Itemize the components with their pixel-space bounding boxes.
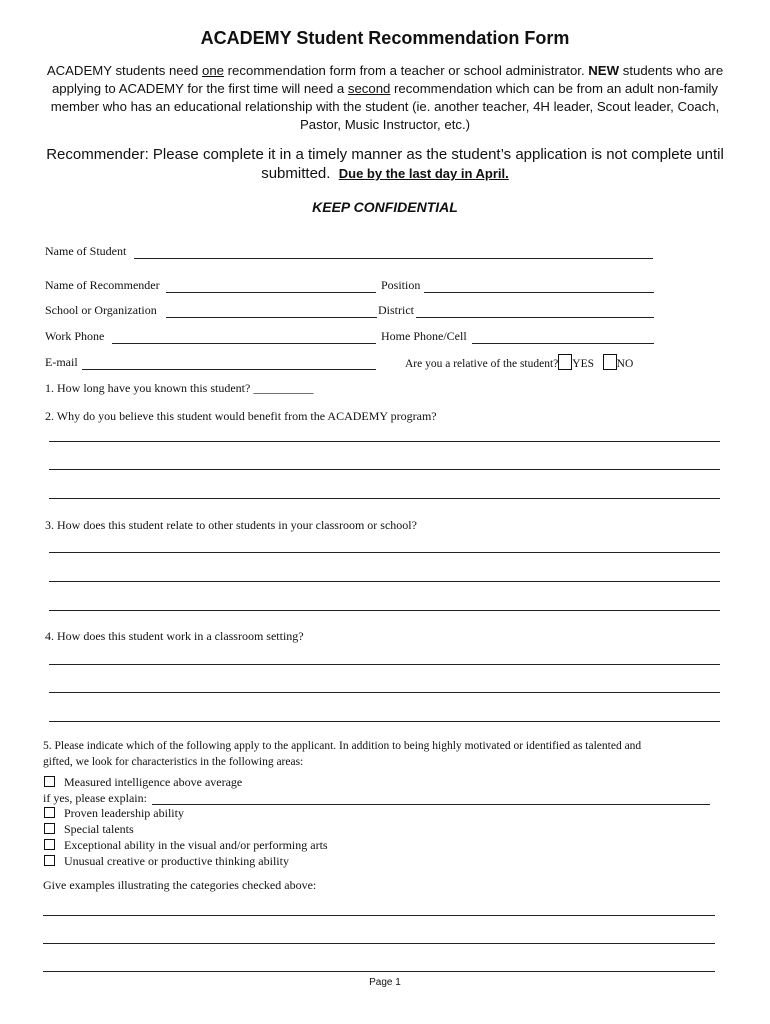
home-phone-label: Home Phone/Cell xyxy=(381,329,467,343)
due-date-note: Due by the last day in April. xyxy=(338,166,509,181)
district-label: District xyxy=(378,303,414,317)
examples-label: Give examples illustrating the categories checked above: xyxy=(43,878,317,892)
recommender-text: Recommender: Please complete it in a timely manner as the student’s application is not complete until submitted. xyxy=(46,146,724,182)
home-phone-field[interactable] xyxy=(472,343,654,344)
question-2: 2. Why do you believe this student would benefit from the ACADEMY program? xyxy=(45,409,437,423)
option-label: Exceptional ability in the visual and/or performing arts xyxy=(64,838,328,852)
recommender-name-label: Name of Recommender xyxy=(45,278,160,292)
answer-line[interactable] xyxy=(43,943,715,944)
option-item xyxy=(44,806,184,821)
position-label: Position xyxy=(381,278,421,292)
recommender-name-field[interactable] xyxy=(166,292,376,293)
email-label: E-mail xyxy=(45,355,78,369)
recommender-note xyxy=(40,145,730,183)
option-checkbox[interactable] xyxy=(44,855,55,866)
form-title: ACADEMY Student Recommendation Form xyxy=(200,28,570,48)
no-label: NO xyxy=(616,358,634,370)
intro-text-3: students who are applying to ACADEMY for the first time will need a xyxy=(51,63,724,96)
intro-second: second xyxy=(347,81,391,96)
option-item xyxy=(44,838,328,853)
answer-line[interactable] xyxy=(49,610,720,611)
work-phone-label: Work Phone xyxy=(45,329,105,343)
option-item xyxy=(44,775,242,790)
position-field[interactable] xyxy=(424,292,654,293)
question-5-line-2: gifted, we look for characteristics in the following areas: xyxy=(43,756,304,768)
option-label: Special talents xyxy=(64,822,134,836)
option-item xyxy=(44,822,134,837)
school-label: School or Organization xyxy=(45,303,157,317)
answer-line[interactable] xyxy=(49,581,720,582)
intro-text-1: ACADEMY students need xyxy=(46,63,202,78)
email-field[interactable] xyxy=(82,369,376,370)
keep-confidential-heading: KEEP CONFIDENTIAL xyxy=(312,199,458,215)
answer-line[interactable] xyxy=(43,971,715,972)
question-5-line-1: 5. Please indicate which of the following apply to the applicant. In addition to being highly motivated or identified as talented and xyxy=(43,740,642,752)
school-field[interactable] xyxy=(166,317,377,318)
question-4: 4. How does this student work in a classroom setting? xyxy=(45,629,304,643)
option-label: Measured intelligence above average xyxy=(64,775,243,789)
answer-line[interactable] xyxy=(49,664,720,665)
answer-line[interactable] xyxy=(49,441,720,442)
option-label: Proven leadership ability xyxy=(64,806,184,820)
yes-label: YES xyxy=(572,358,595,370)
answer-line[interactable] xyxy=(49,721,720,722)
answer-line[interactable] xyxy=(49,498,720,499)
student-name-label: Name of Student xyxy=(45,244,127,258)
question-1: 1. How long have you known this student? __________ xyxy=(45,381,314,395)
intro-paragraph xyxy=(40,62,730,134)
answer-line[interactable] xyxy=(43,915,715,916)
no-checkbox[interactable] xyxy=(603,354,617,370)
option-checkbox[interactable] xyxy=(44,839,55,850)
question-3: 3. How does this student relate to other students in your classroom or school? xyxy=(45,518,417,532)
answer-line[interactable] xyxy=(49,552,720,553)
intro-one: one xyxy=(201,63,224,78)
option-item xyxy=(44,854,289,869)
if-yes-label: if yes, please explain: xyxy=(43,791,147,805)
option-label: Unusual creative or productive thinking ability xyxy=(64,854,289,868)
option-checkbox[interactable] xyxy=(44,823,55,834)
answer-line[interactable] xyxy=(49,469,720,470)
intro-new: NEW xyxy=(588,63,620,78)
answer-line[interactable] xyxy=(49,692,720,693)
yes-checkbox[interactable] xyxy=(558,354,572,370)
intro-text-4: recommendation which can be from an adult non-family member who has an educational relationship with the student (ie. another teacher, 4H leader, Scout leader, Coach, Pastor, Music Instructor, etc.) xyxy=(50,81,720,132)
page-number: Page 1 xyxy=(369,977,401,988)
intro-text-2: recommendation form from a teacher or school administrator. xyxy=(224,63,589,78)
relative-label: Are you a relative of the student? xyxy=(405,358,559,370)
explain-field[interactable] xyxy=(152,804,710,805)
option-checkbox[interactable] xyxy=(44,776,55,787)
relative-question xyxy=(405,354,633,370)
work-phone-field[interactable] xyxy=(112,343,376,344)
district-field[interactable] xyxy=(416,317,654,318)
student-name-field[interactable] xyxy=(134,258,653,259)
option-checkbox[interactable] xyxy=(44,807,55,818)
